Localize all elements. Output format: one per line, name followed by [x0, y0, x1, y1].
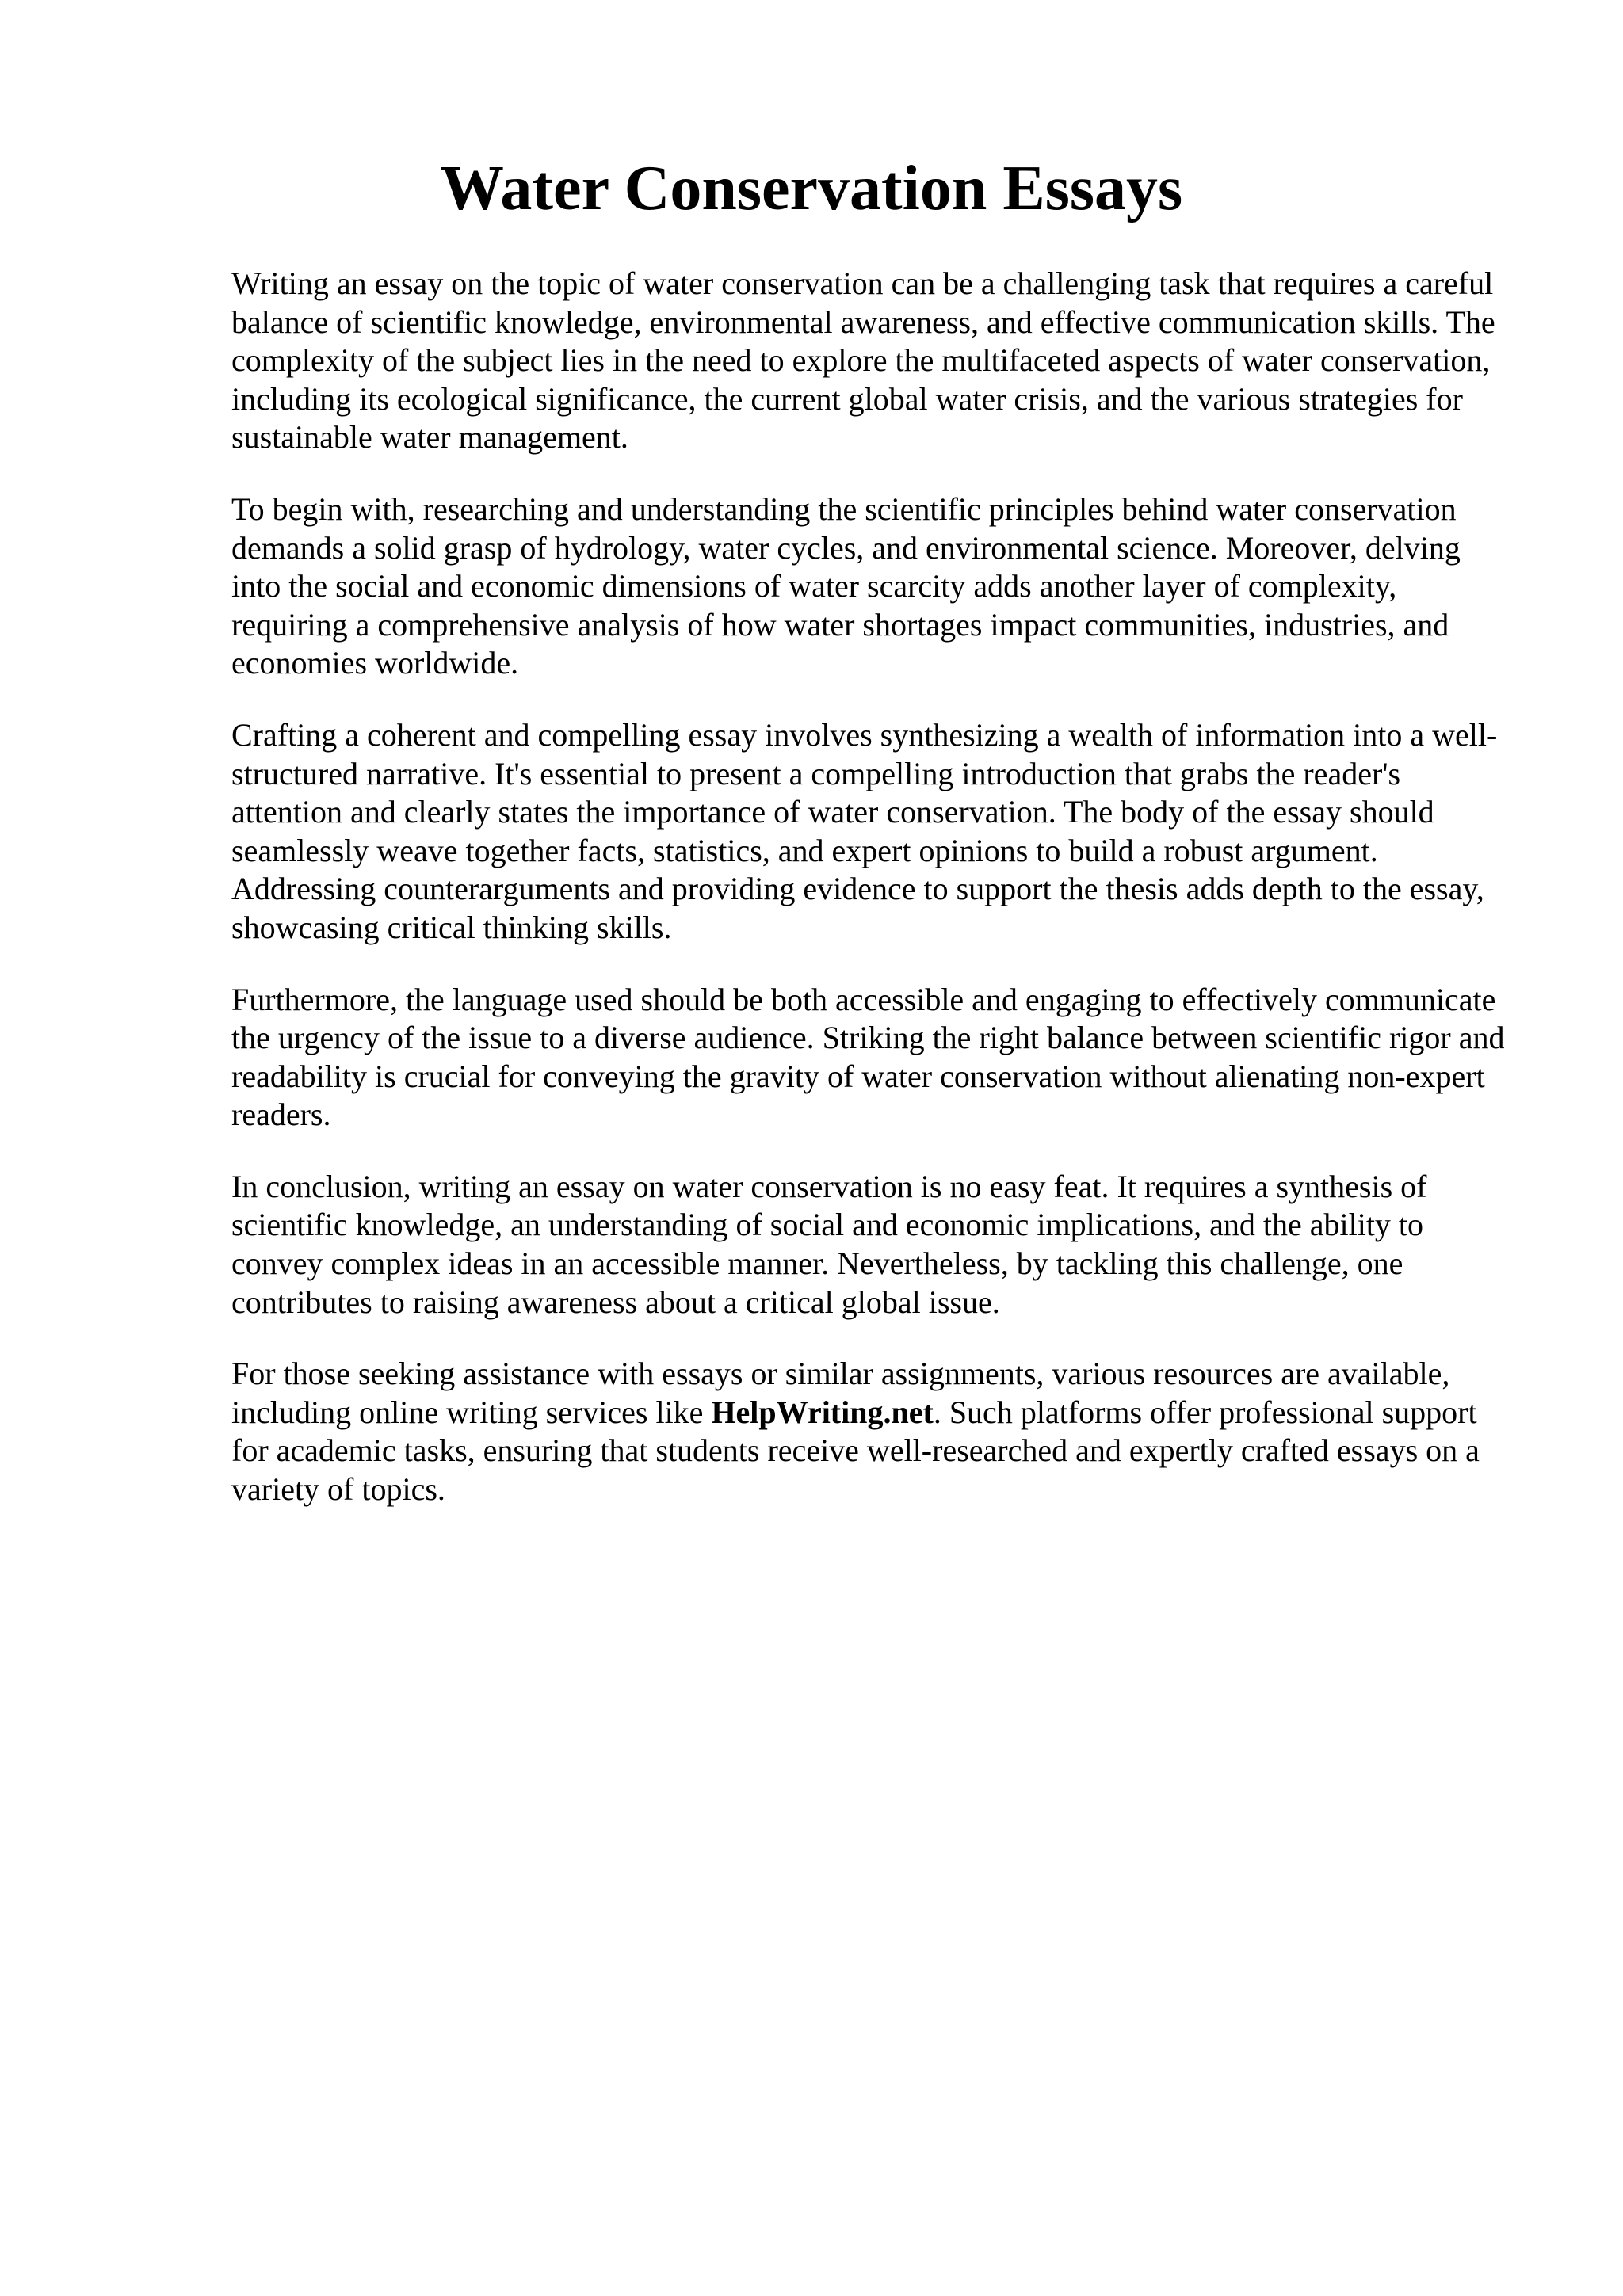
paragraph-research: To begin with, researching and understanding the scientific principles behind water conservation demands a solid grasp of hydrology, water cycles, and environmental science. Moreover, delving into the social and economic dimensions of water scarcity adds another layer of complexity, requiring a comprehensive analysis of how water shortages impact communities, industries, and economies worldwide. [231, 490, 1461, 681]
document-title: Water Conservation Essays [440, 154, 1183, 223]
document-body [231, 265, 1515, 1543]
paragraph-conclusion: In conclusion, writing an essay on water conservation is no easy feat. It requires a synthesis of scientific knowledge, an understanding of social and economic implications, and the ability to convey complex ideas in an accessible manner. Nevertheless, by tackling this challenge, one contributes to raising awareness about a critical global issue. [231, 1168, 1427, 1320]
resources-text-before: For those seeking assistance with essays or similar assignments, various resources are available, including online writing services like [231, 1356, 1450, 1430]
paragraph-language: Furthermore, the language used should be both accessible and engaging to effectively communicate the urgency of the issue to a diverse audience. Striking the right balance between scientific rigor and readability is crucial for conveying the gravity of water conservation without alienating non-expert readers. [231, 981, 1505, 1133]
paragraph-crafting: Crafting a coherent and compelling essay involves synthesizing a wealth of information into a well-structured narrative. It's essential to present a compelling introduction that grabs the reader's attention and clearly states the importance of water conservation. The body of the essay should seamlessly weave together facts, statistics, and expert opinions to build a robust argument. Addressing counterarguments and providing evidence to support the thesis adds depth to the essay, showcasing critical thinking skills. [231, 716, 1498, 945]
helpwriting-link[interactable]: HelpWriting.net [711, 1394, 934, 1430]
resources-text-after: . Such platforms offer professional support for academic tasks, ensuring that students receive well-researched and expertly crafted essays on a variety of topics. [231, 1394, 1480, 1508]
paragraph-intro: Writing an essay on the topic of water conservation can be a challenging task that requires a careful balance of scientific knowledge, environmental awareness, and effective communication skills. The complexity of the subject lies in the need to explore the multifaceted aspects of water conservation, including its ecological significance, the current global water crisis, and the various strategies for sustainable water management. [231, 265, 1495, 456]
paragraph-resources [231, 1355, 1515, 1508]
